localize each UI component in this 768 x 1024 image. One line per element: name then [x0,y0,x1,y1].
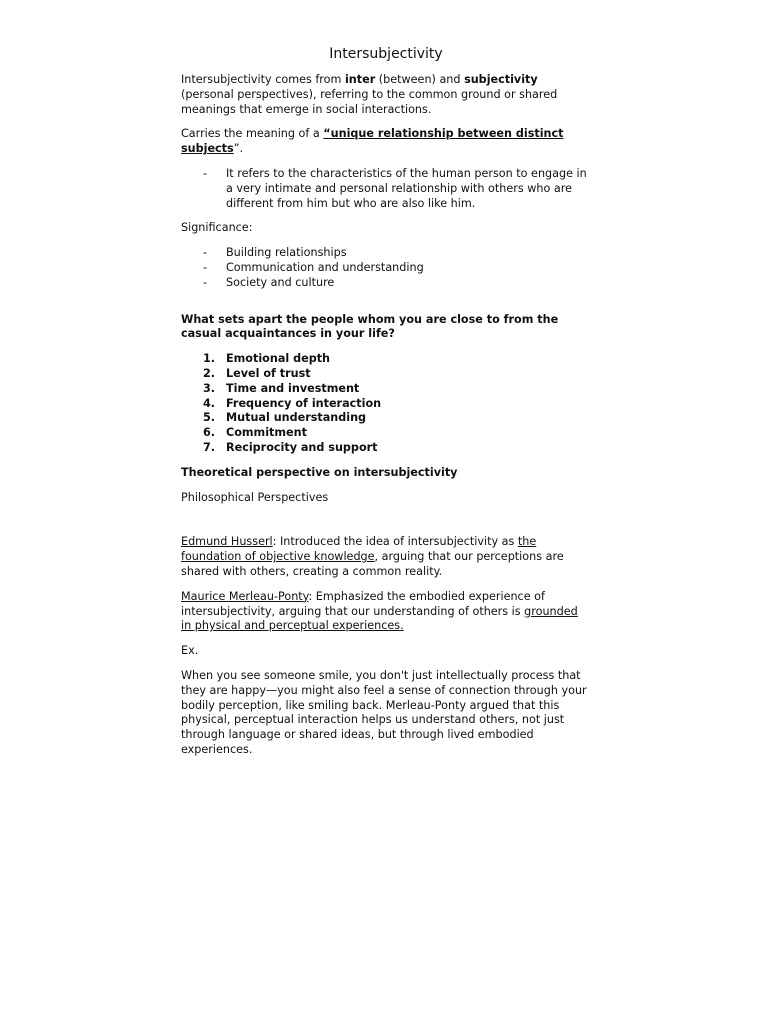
list-item [181,426,591,441]
intro-text-3: (personal perspectives), referring to the common ground or shared meanings that emerge in social interactions. [181,87,558,116]
answer-text: Level of trust [226,366,311,380]
intro-term-inter: inter [344,73,376,86]
merleau-name: Maurice Merleau-Ponty [181,589,309,603]
husserl-text-1: : Introduced the idea of intersubjectivity as [272,535,518,549]
answer-text: Emotional depth [226,352,331,366]
answer-number: 1. [203,352,216,366]
example-paragraph: When you see someone smile, you don't just intellectually process that they are happy—you might also feel a sense of connection through your bodily perception, like smiling back. Merleau-Ponty argued that this physical, perceptual interaction helps us understand others, not just through language or shared ideas, but through lived embodied experiences. [181,668,587,756]
list-item: - Building relationships [203,246,347,260]
document-title: Intersubjectivity [329,46,443,62]
meaning-text-2: ”. [233,142,244,156]
list-item [181,397,591,412]
answer-text: Reciprocity and support [226,440,378,454]
list-item: - Communication and understanding [203,260,424,274]
intro-text-1: Intersubjectivity comes from [181,73,345,86]
list-item [181,382,591,397]
significance-item-text: Communication and understanding [226,260,424,274]
merleau-paragraph [181,590,591,634]
answer-number: 5. [203,411,216,425]
significance-list [181,246,591,290]
merleau-key-phrase: grounded in physical and perceptual experiences. [181,604,578,633]
answer-text: Time and investment [226,381,360,395]
answer-number: 3. [203,381,216,395]
answer-number: 4. [203,396,216,410]
list-item [181,441,591,456]
list-item [181,411,591,426]
philosophical-label: Philosophical Perspectives [181,490,329,504]
answer-text: Frequency of interaction [226,396,382,410]
question-heading [181,313,591,343]
intro-paragraph [181,73,591,117]
example-label: Ex. [181,644,199,658]
answer-number: 2. [203,366,216,380]
list-item [181,367,591,382]
list-item [181,352,591,367]
answer-text: Commitment [226,426,307,440]
intro-term-subjectivity: subjectivity [464,73,538,86]
husserl-key-phrase: the foundation of objective knowledge [181,535,537,564]
significance-label: Significance: [181,221,253,235]
husserl-name: Edmund Husserl [181,535,273,549]
theoretical-heading-text: Theoretical perspective on intersubjectivity [181,465,458,479]
intro-text-2: (between) and [375,73,465,86]
list-item: - It refers to the characteristics of the human person to engage in a very intimate and personal relationship with others who are different from him but who are also like him. [203,166,587,210]
meaning-paragraph [181,127,591,157]
answer-number: 7. [203,440,216,454]
meaning-quote: “unique relationship between distinct subjects [181,127,564,156]
meaning-text-1: Carries the meaning of a [181,127,324,141]
theoretical-heading [181,466,591,481]
spacer [181,515,591,535]
document-page [181,44,591,768]
merleau-text-1: : Emphasized the embodied experience of intersubjectivity, arguing that our understanding of others is [181,589,545,618]
significance-item-text: Building relationships [226,246,347,260]
answer-number: 6. [203,426,216,440]
refers-list [181,167,591,211]
husserl-paragraph [181,535,591,579]
husserl-text-2: , arguing that our perceptions are shared with others, creating a common reality. [181,550,564,578]
question-text: What sets apart the people whom you are close to from the casual acquaintances in your life? [181,312,559,341]
answers-list [181,352,591,456]
spacer [181,301,591,313]
answer-text: Mutual understanding [226,411,367,425]
refers-item-text: It refers to the characteristics of the human person to engage in a very intimate and personal relationship with others who are different from him but who are also like him. [226,166,587,210]
significance-item-text: Society and culture [226,275,335,289]
list-item: - Society and culture [203,275,335,289]
